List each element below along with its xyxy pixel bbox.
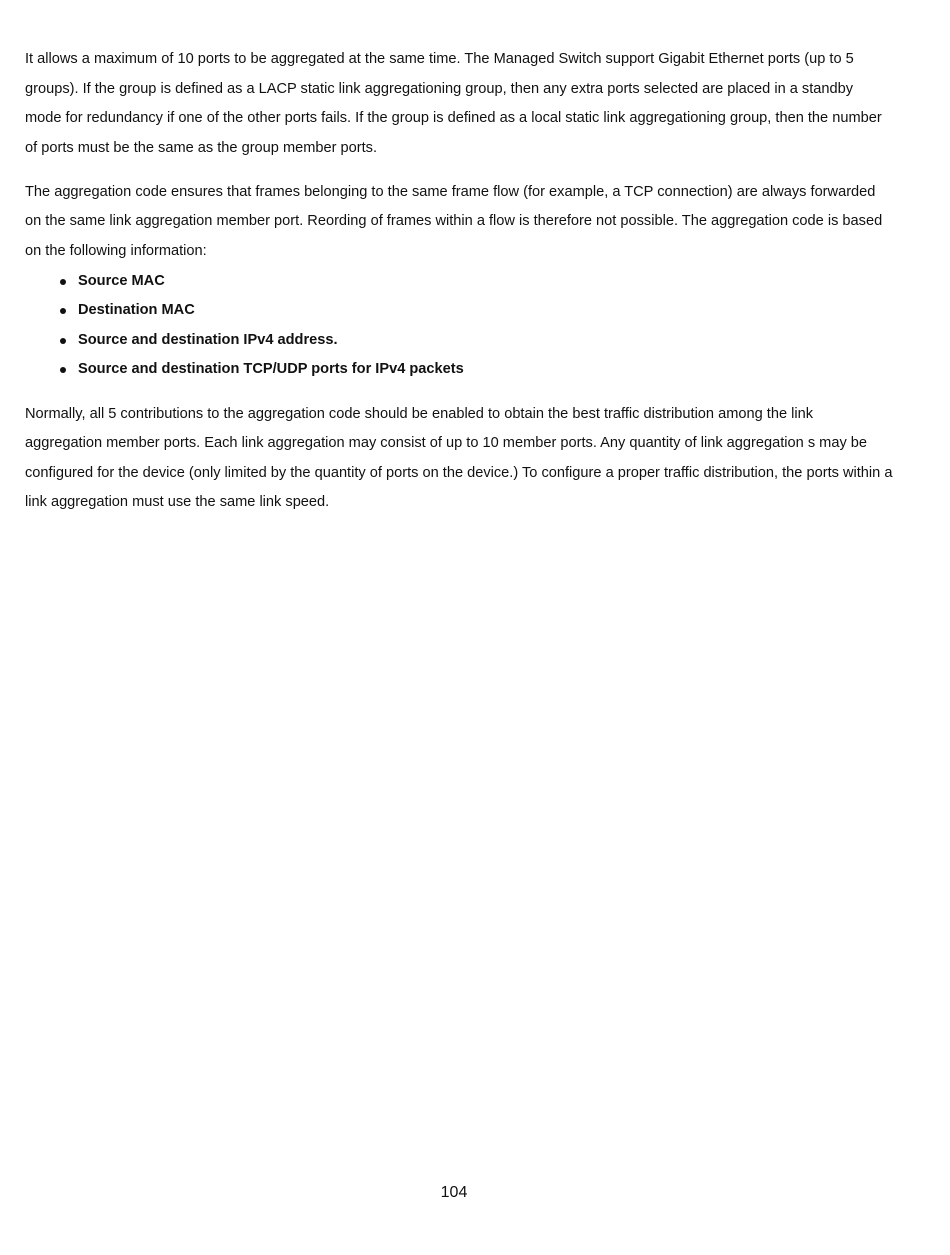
bullet-icon	[60, 308, 66, 314]
list-item	[60, 296, 893, 326]
list-item	[60, 267, 893, 297]
page-number: 104	[440, 1184, 468, 1201]
paragraph-aggregation-limits: It allows a maximum of 10 ports to be aggregated at the same time. The Managed Switch support Gigabit Ethernet ports (up to 5 groups). If the group is defined as a LACP static link aggregationing group, then any extra ports selected are placed in a standby mode for redundancy if one of the other ports fails. If the group is defined as a local static link aggregationing group, then the number of ports must be the same as the group member ports.	[25, 51, 882, 156]
aggregation-info-list	[25, 267, 893, 385]
bullet-icon	[60, 367, 66, 373]
paragraph-traffic-distribution: Normally, all 5 contributions to the aggregation code should be enabled to obtain the best traffic distribution among the link aggregation member ports. Each link aggregation may consist of up to 10 member ports. Any quantity of link aggregation s may be configured for the device (only limited by the quantity of ports on the device.) To configure a proper traffic distribution, the ports within a link aggregation must use the same link speed.	[25, 405, 893, 511]
list-item	[60, 326, 893, 356]
bullet-icon	[60, 338, 66, 344]
bullet-icon	[60, 279, 66, 285]
paragraph-aggregation-code: The aggregation code ensures that frames belonging to the same frame flow (for example, a TCP connection) are always forwarded on the same link aggregation member port. Reording of frames within a flow is therefore not possible. The aggregation code is based on the following information:	[25, 183, 883, 260]
document-body	[25, 45, 893, 518]
list-item-label: Source and destination TCP/UDP ports for IPv4 packets	[78, 361, 464, 378]
list-item-label: Destination MAC	[78, 302, 195, 319]
list-item-label: Source and destination IPv4 address.	[78, 331, 338, 348]
list-item	[60, 355, 893, 385]
list-item-label: Source MAC	[78, 272, 165, 289]
